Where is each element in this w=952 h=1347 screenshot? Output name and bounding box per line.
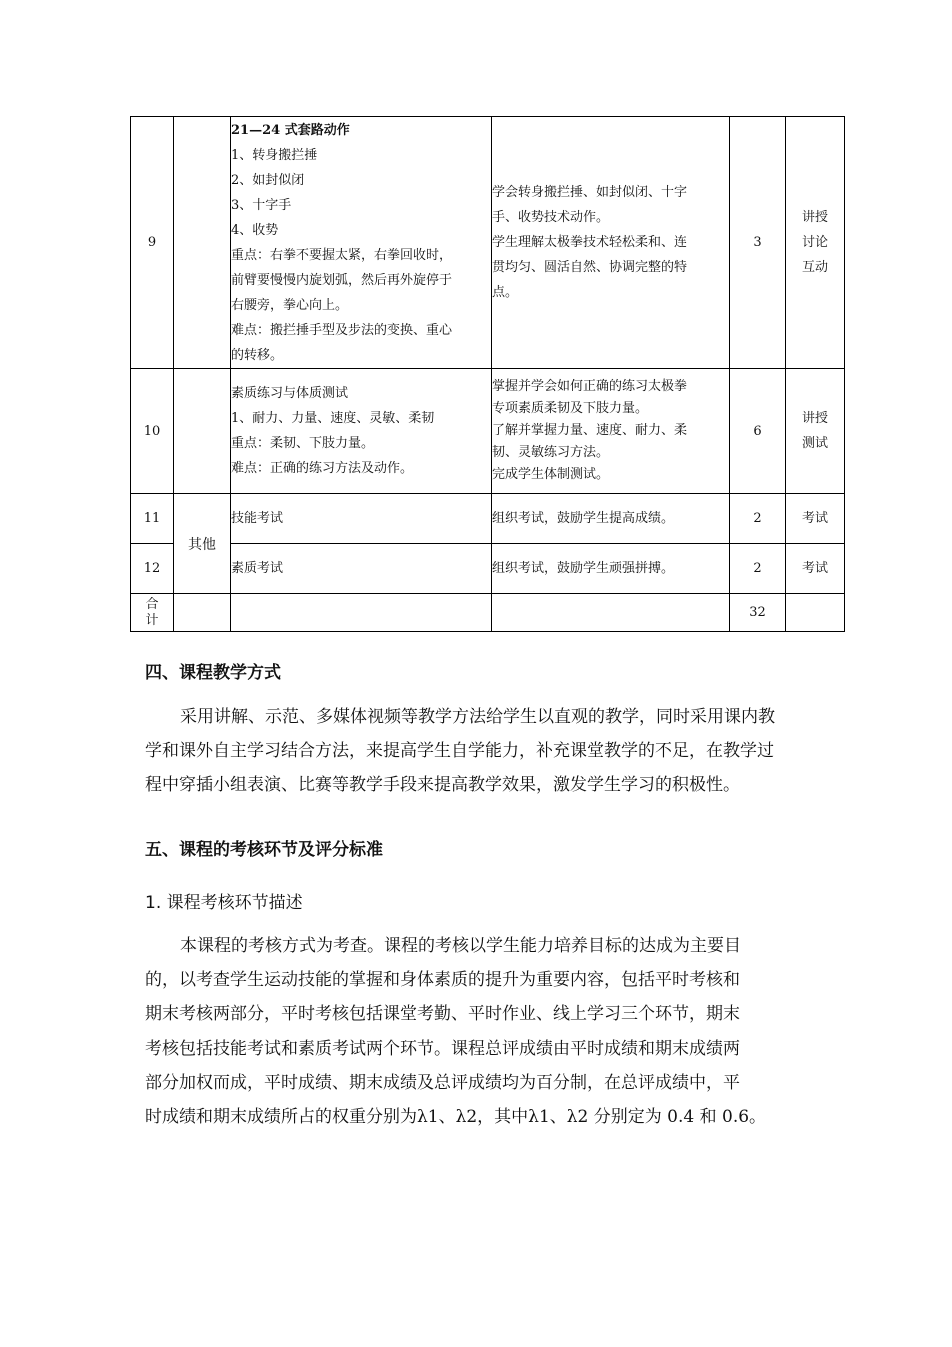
goal-line: 组织考试，鼓励学生顽强拼搏。 (492, 561, 675, 576)
section-5-paragraph (145, 929, 813, 1134)
content-line: 技能考试 (231, 511, 284, 526)
row-category (174, 369, 231, 494)
method-line: 考试 (801, 561, 828, 576)
goal-line: 贯均匀、圆活自然、协调完整的特 (492, 260, 688, 275)
paragraph-line: 部分加权而成，平时成绩、期末成绩及总评成绩均为百分制，在总评成绩中，平 (145, 1072, 740, 1093)
total-empty-cell (492, 594, 730, 632)
table-row (131, 544, 845, 594)
method-line: 讲授 (801, 411, 828, 426)
method-line: 测试 (801, 436, 828, 451)
row-number: 12 (131, 544, 174, 594)
content-line: 重点：柔韧、下肢力量。 (231, 436, 375, 451)
paragraph-line: 学和课外自主学习结合方法，来提高学生自学能力，补充课堂教学的不足，在教学过 (145, 741, 774, 762)
content-line: 素质练习与体质测试 (231, 386, 349, 401)
row-method (786, 369, 845, 494)
row-number: 9 (131, 117, 174, 369)
row-goal (492, 494, 730, 544)
table-total-row (131, 594, 845, 632)
content-line: 1、耐力、力量、速度、灵敏、柔韧 (231, 411, 435, 426)
goal-line: 完成学生体制测试。 (492, 467, 610, 482)
method-line: 讨论 (801, 235, 828, 250)
paragraph-line: 时成绩和期末成绩所占的权重分别为λ1、λ2，其中λ1、λ2 分别定为 0.4 和 0.6。 (145, 1107, 767, 1128)
paragraph-line: 的，以考查学生运动技能的掌握和身体素质的提升为重要内容，包括平时考核和 (145, 970, 740, 991)
goal-line: 学会转身搬拦捶、如封似闭、十字 (492, 185, 688, 200)
goal-line: 韧、灵敏练习方法。 (492, 445, 610, 460)
row-hours: 2 (730, 544, 786, 594)
table-row (131, 369, 845, 494)
goal-line: 掌握并学会如何正确的练习太极拳 (492, 379, 688, 394)
section-4-heading: 四、课程教学方式 (145, 663, 281, 683)
row-goal (492, 117, 730, 369)
row-method (786, 117, 845, 369)
row-hours: 3 (730, 117, 786, 369)
content-line: 右腰旁，拳心向上。 (231, 297, 349, 313)
total-hours: 32 (730, 594, 786, 632)
row-method (786, 544, 845, 594)
total-label-char: 合 (145, 596, 159, 612)
method-line: 讲授 (801, 210, 828, 225)
goal-line: 学生理解太极拳技术轻松柔和、连 (492, 235, 688, 250)
content-line: 素质考试 (231, 561, 284, 576)
table-row (131, 117, 845, 369)
content-line: 1、转身搬拦捶 (231, 147, 318, 163)
paragraph-line: 考核包括技能考试和素质考试两个环节。课程总评成绩由平时成绩和期末成绩两 (145, 1038, 740, 1059)
total-empty-cell (231, 594, 492, 632)
content-line: 的转移。 (231, 347, 284, 363)
paragraph-line: 采用讲解、示范、多媒体视频等教学方法给学生以直观的教学，同时采用课内教 (180, 707, 775, 727)
table-row (131, 494, 845, 544)
row-category (174, 117, 231, 369)
row-hours: 6 (730, 369, 786, 494)
row-goal (492, 544, 730, 594)
content-line: 难点：正确的练习方法及动作。 (231, 461, 414, 476)
row-category: 其他 (174, 494, 231, 594)
content-line: 3、十字手 (231, 197, 292, 213)
row-hours: 2 (730, 494, 786, 544)
method-line: 考试 (801, 511, 828, 526)
total-label-char: 计 (145, 612, 159, 628)
content-line: 4、收势 (231, 222, 279, 238)
paragraph-line: 程中穿插小组表演、比赛等教学手段来提高教学效果，激发学生学习的积极性。 (145, 775, 740, 796)
goal-line: 点。 (492, 285, 519, 300)
total-empty-cell (786, 594, 845, 632)
content-line: 难点：搬拦捶手型及步法的变换、重心 (231, 322, 453, 338)
content-line: 重点：右拳不要握太紧，右拳回收时， (231, 247, 453, 263)
row-number: 10 (131, 369, 174, 494)
section-5-subheading: 1. 课程考核环节描述 (145, 893, 303, 913)
method-line: 互动 (801, 260, 828, 275)
row-content (231, 117, 492, 369)
goal-line: 组织考试，鼓励学生提高成绩。 (492, 511, 675, 526)
section-4-paragraph (145, 700, 813, 803)
course-schedule-table (130, 116, 845, 632)
paragraph-line: 期末考核两部分，平时考核包括课堂考勤、平时作业、线上学习三个环节，期末 (145, 1004, 740, 1025)
row-number: 11 (131, 494, 174, 544)
row-method (786, 494, 845, 544)
total-label (131, 594, 174, 632)
content-line: 前臂要慢慢内旋划弧，然后再外旋停于 (231, 272, 453, 288)
goal-line: 手、收势技术动作。 (492, 210, 610, 225)
goal-line: 了解并掌握力量、速度、耐力、柔 (492, 423, 688, 438)
row-content (231, 544, 492, 594)
goal-line: 专项素质柔韧及下肢力量。 (492, 401, 649, 416)
paragraph-line: 本课程的考核方式为考查。课程的考核以学生能力培养目标的达成为主要目 (180, 936, 741, 956)
row-content (231, 494, 492, 544)
content-line: 2、如封似闭 (231, 172, 305, 188)
row-content (231, 369, 492, 494)
section-5-heading: 五、课程的考核环节及评分标准 (145, 840, 383, 860)
row-goal (492, 369, 730, 494)
content-title: 21—24 式套路动作 (231, 122, 350, 138)
total-empty-cell (174, 594, 231, 632)
